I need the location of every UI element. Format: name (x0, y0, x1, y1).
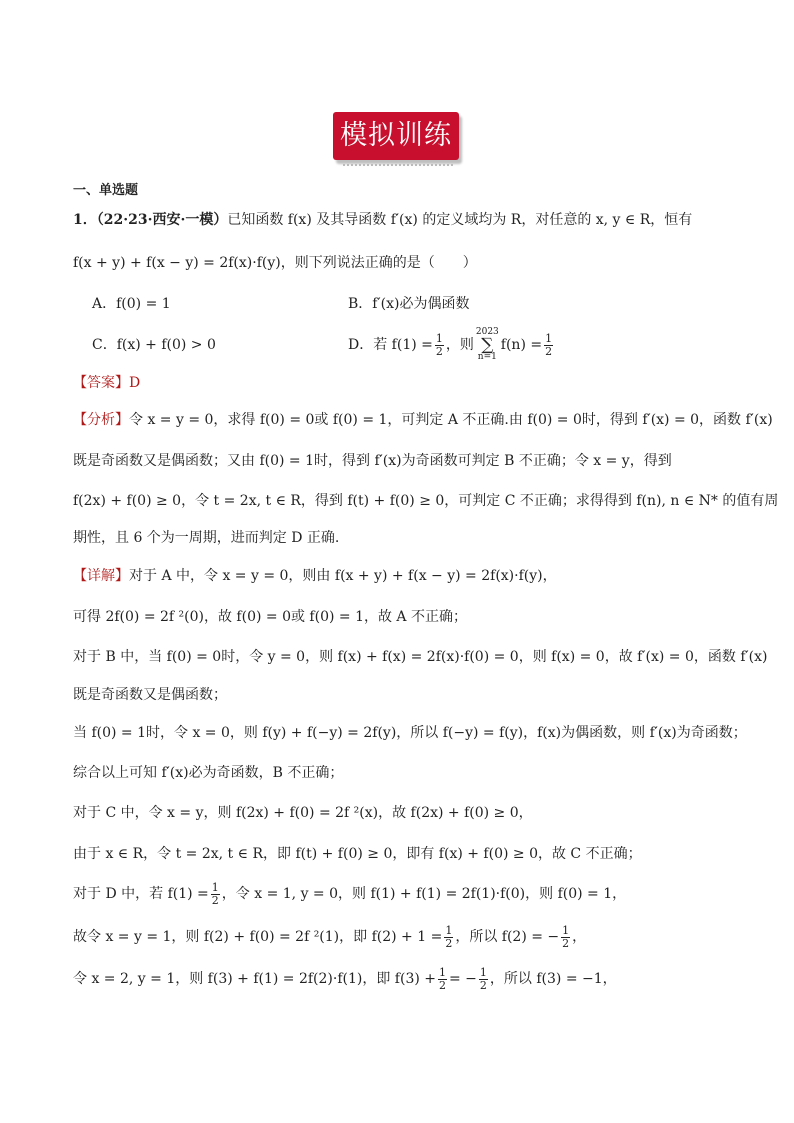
detail-line-6: 综合以上可知 f′(x)必为奇函数，B 不正确； (73, 765, 344, 781)
page-title: 模拟训练 (340, 120, 452, 151)
fraction-half (544, 333, 553, 358)
detail-9-suffix: ，令 x = 1, y = 0，则 f(1) + f(1) = 2f(1)·f(0)，则 f(0) = 1， (221, 886, 627, 902)
section-title: 一、单选题 (73, 183, 139, 198)
fraction-half (438, 967, 447, 992)
frac-den: 2 (562, 936, 570, 950)
frac-num: 1 (562, 923, 570, 937)
sum-upper: 2023 (475, 327, 499, 337)
question-source: （22·23·西安·一模） (96, 212, 228, 228)
analysis-text: 令 x = y = 0，求得 f(0) = 0或 f(0) = 1，可判定 A 不正确.由 f(0) = 0时，得到 f′(x) = 0，函数 f′(x) (129, 412, 773, 428)
detail-line-3: 对于 B 中，当 f(0) = 0时，令 y = 0，则 f(x) + f(x) = 2f(x)·f(0) = 0，则 f(x) = 0，故 f′(x) = 0，函数 f′(x) (73, 649, 768, 665)
question-line-1 (73, 209, 692, 231)
frac-num: 1 (435, 331, 443, 345)
detail-line-8: 由于 x ∈ R，令 t = 2x, t ∈ R，即 f(t) + f(0) ≥ 0，即有 f(x) + f(0) ≥ 0，故 C 不正确； (73, 846, 642, 862)
fraction-half (435, 333, 444, 358)
frac-den: 2 (435, 344, 443, 358)
option-a: A．f(0) = 1 (92, 296, 171, 312)
detail-line-9 (73, 877, 626, 911)
sum-lower: n=1 (477, 352, 497, 362)
banner-decoration (343, 164, 453, 170)
analysis-label: 【分析】 (73, 412, 129, 428)
summation (476, 328, 499, 362)
detail-9-prefix: 对于 D 中，若 f(1) = (73, 886, 209, 902)
option-d (348, 328, 555, 362)
detail-line-2: 可得 2f(0) = 2f ²(0)，故 f(0) = 0或 f(0) = 1，故 A 不正确； (73, 609, 467, 625)
answer-value: D (129, 375, 141, 391)
detail-line-7: 对于 C 中，令 x = y，则 f(2x) + f(0) = 2f ²(x)，故 f(2x) + f(0) ≥ 0， (73, 805, 533, 821)
option-b: B．f′(x)必为偶函数 (348, 296, 470, 312)
frac-num: 1 (439, 965, 446, 979)
detail-11-mid: = − (449, 971, 477, 987)
frac-den: 2 (439, 978, 446, 992)
fraction-half (561, 925, 570, 950)
detail-line-11 (73, 962, 617, 996)
answer-line (73, 372, 140, 394)
frac-num: 1 (445, 923, 453, 937)
analysis-line-2: 既是奇函数又是偶函数；又由 f(0) = 1时，得到 f′(x)为奇函数可判定 B 不正确；令 x = y，得到 (73, 453, 672, 469)
detail-label: 【详解】 (73, 568, 129, 584)
frac-den: 2 (445, 936, 453, 950)
fraction-half (211, 882, 220, 907)
question-stem-2: f(x + y) + f(x − y) = 2f(x)·f(y)，则下列说法正确的是（ ） (73, 255, 477, 271)
frac-den: 2 (479, 978, 487, 992)
title-banner (333, 112, 459, 160)
detail-line-10 (73, 920, 586, 954)
detail-line-5: 当 f(0) = 1时，令 x = 0，则 f(y) + f(−y) = 2f(y)，所以 f(−y) = f(y)，f(x)为偶函数，则 f′(x)为奇函数； (73, 725, 747, 741)
detail-10-prefix: 故令 x = y = 1，则 f(2) + f(0) = 2f ²(1)，即 f(2) + 1 = (73, 929, 443, 945)
option-c: C．f(x) + f(0) > 0 (92, 337, 216, 353)
analysis-line-1 (73, 409, 773, 431)
frac-den: 2 (211, 893, 219, 907)
frac-num: 1 (211, 880, 219, 894)
frac-num: 1 (479, 965, 487, 979)
detail-10-suffix: ， (572, 929, 587, 945)
detail-10-mid: ，所以 f(2) = − (455, 929, 560, 945)
option-d-prefix: D．若 f(1) = (348, 337, 433, 353)
fraction-half (479, 967, 488, 992)
detail-11-suffix: ，所以 f(3) = −1， (489, 971, 617, 987)
detail-11-prefix: 令 x = 2, y = 1，则 f(3) + f(1) = 2f(2)·f(1)，即 f(3) + (73, 971, 436, 987)
detail-line-4: 既是奇函数又是偶函数； (73, 687, 227, 703)
question-number: 1． (73, 212, 97, 228)
option-d-suffix: f(n) = (500, 337, 543, 353)
fraction-half (444, 925, 453, 950)
detail-line-1 (73, 565, 557, 587)
question-stem-1: 已知函数 f(x) 及其导函数 f′(x) 的定义域均为 R，对任意的 x, y ∈ R，恒有 (227, 212, 693, 228)
answer-label: 【答案】 (73, 375, 129, 391)
option-d-mid: ，则 (445, 337, 474, 353)
sigma-symbol: ∑ (481, 335, 494, 355)
frac-den: 2 (545, 344, 553, 358)
analysis-line-4: 期性，且 6 个为一周期，进而判定 D 正确. (73, 530, 340, 546)
detail-text: 对于 A 中，令 x = y = 0，则由 f(x + y) + f(x − y) = 2f(x)·f(y)， (129, 568, 557, 584)
frac-num: 1 (545, 331, 553, 345)
analysis-line-3: f(2x) + f(0) ≥ 0，令 t = 2x, t ∈ R，得到 f(t) + f(0) ≥ 0，可判定 C 不正确；求得得到 f(n), n ∈ N* 的值有周 (73, 493, 779, 509)
